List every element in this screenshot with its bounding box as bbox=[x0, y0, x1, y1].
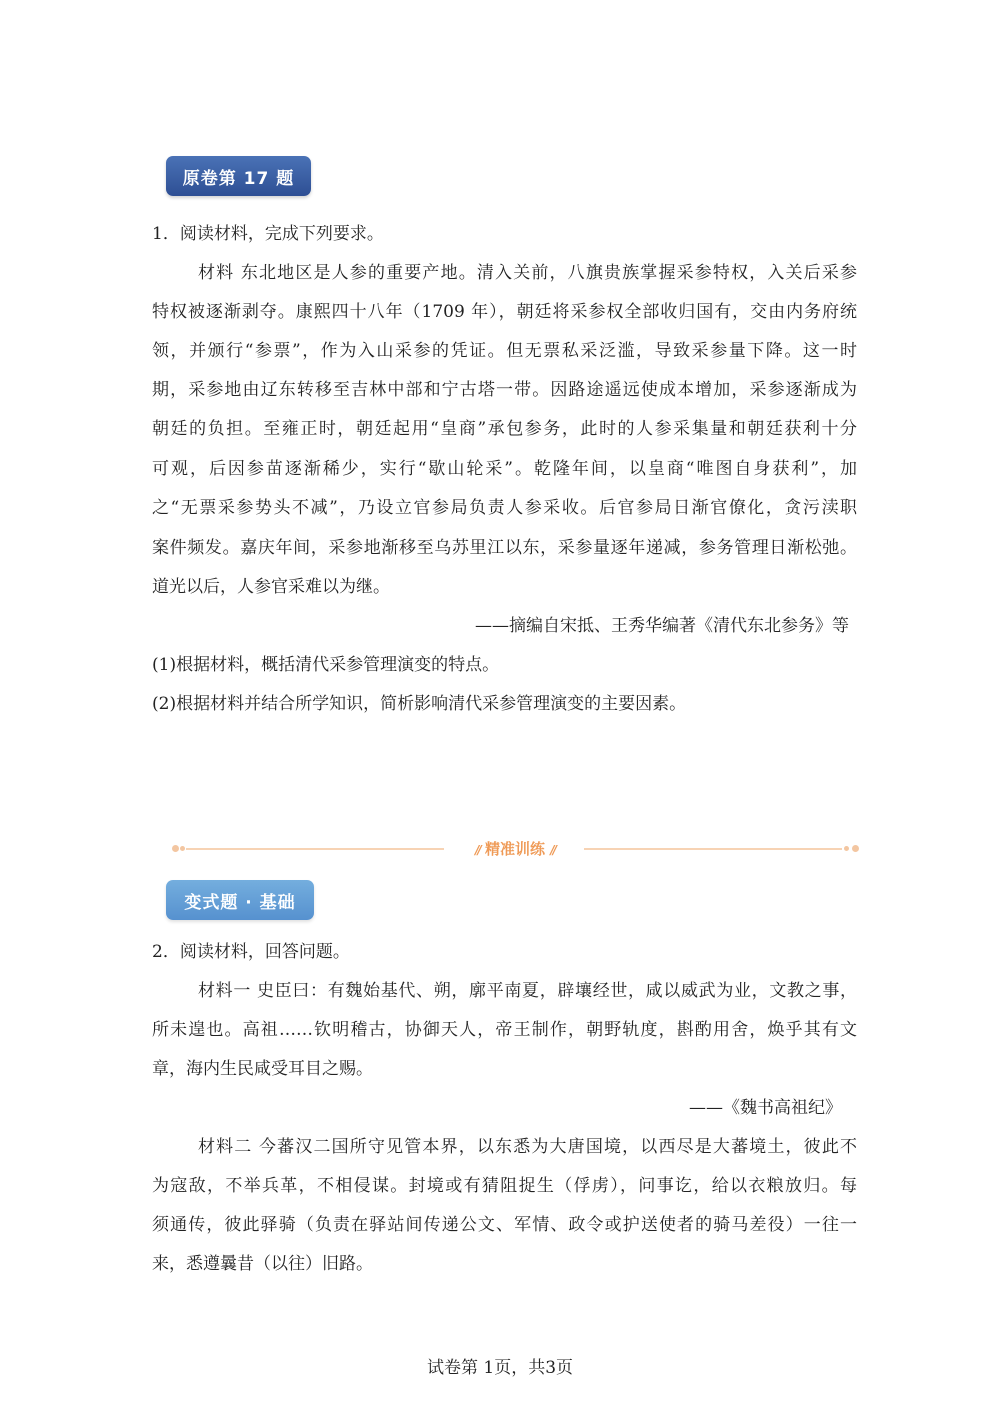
material-line: 道光以后，人参官采难以为继。 bbox=[152, 577, 390, 597]
material-line: 材料 东北地区是人参的重要产地。清入关前，八旗贵族掌握采参特权，入关后采参 bbox=[198, 263, 857, 283]
question-2-intro: 2．阅读材料，回答问题。 bbox=[152, 942, 350, 962]
material-one-line: 所未遑也。高祖……钦明稽古，协御天人，帝王制作，朝野轨度，斟酌用舍，焕乎其有文 bbox=[152, 1020, 857, 1040]
divider-dot bbox=[844, 846, 849, 851]
divider-dot bbox=[180, 846, 185, 851]
material-two-line: 须通传，彼此驿骑（负责在驿站间传递公文、军情、政令或护送使者的骑马差役）一往一 bbox=[152, 1215, 857, 1235]
divider-rule-left bbox=[186, 848, 444, 850]
material-line: 特权被逐渐剥夺。康熙四十八年（1709 年），朝廷将采参权全部收归国有，交由内务府统 bbox=[152, 302, 857, 322]
material-source: ——摘编自宋抵、王秀华编著《清代东北参务》等 bbox=[475, 616, 849, 636]
sub-question-2: (2)根据材料并结合所学知识，简析影响清代采参管理演变的主要因素。 bbox=[152, 694, 687, 714]
material-two-line: 来，悉遵曩昔（以往）旧路。 bbox=[152, 1254, 373, 1274]
sub-question-1: (1)根据材料，概括清代采参管理演变的特点。 bbox=[152, 655, 500, 675]
original-question-badge: 原卷第 17 题 bbox=[166, 156, 311, 196]
divider-title: 精准训练 bbox=[484, 840, 545, 858]
divider-label bbox=[460, 838, 570, 861]
material-line: 可观，后因参苗逐渐稀少，实行“歇山轮采”。乾隆年间，以皇商“唯图自身获利”，加 bbox=[152, 459, 857, 479]
material-two-line: 材料二 今蕃汉二国所守见管本界，以东悉为大唐国境，以西尽是大蕃境土，彼此不 bbox=[198, 1137, 857, 1157]
material-one-source: ——《魏书高祖纪》 bbox=[689, 1098, 842, 1118]
material-one-line: 材料一 史臣曰：有魏始基代、朔，廓平南夏，辟壤经世，咸以威武为业，文教之事， bbox=[198, 981, 857, 1001]
divider-mark-left: // bbox=[474, 843, 480, 857]
material-two-line: 为寇敌，不举兵革，不相侵谋。封境或有猜阻捉生（俘虏），问事讫，给以衣粮放归。每 bbox=[152, 1176, 857, 1196]
material-line: 之“无票采参势头不减”，乃设立官参局负责人参采收。后官参局日渐官僚化，贪污渎职 bbox=[152, 498, 857, 518]
material-line: 领，并颁行“参票”，作为入山采参的凭证。但无票私采泛滥，导致采参量下降。这一时 bbox=[152, 341, 857, 361]
material-line: 案件频发。嘉庆年间，采参地渐移至乌苏里江以东，采参量逐年递减，参务管理日渐松弛。 bbox=[152, 538, 857, 558]
divider-rule-right bbox=[584, 848, 842, 850]
material-one-line: 章，海内生民咸受耳目之赐。 bbox=[152, 1059, 373, 1079]
section-divider bbox=[170, 838, 860, 860]
page-footer: 试卷第 1页，共3页 bbox=[426, 1358, 574, 1378]
variant-question-badge: 变式题 · 基础 bbox=[166, 880, 314, 920]
question-1-intro: 1．阅读材料，完成下列要求。 bbox=[152, 224, 384, 244]
divider-dot bbox=[172, 845, 179, 852]
divider-dot bbox=[852, 845, 859, 852]
material-line: 朝廷的负担。至雍正时，朝廷起用“皇商”承包参务，此时的人参采集量和朝廷获利十分 bbox=[152, 419, 857, 439]
material-line: 期，采参地由辽东转移至吉林中部和宁古塔一带。因路途遥远使成本增加，采参逐渐成为 bbox=[152, 380, 857, 400]
divider-mark-right: // bbox=[550, 843, 555, 857]
